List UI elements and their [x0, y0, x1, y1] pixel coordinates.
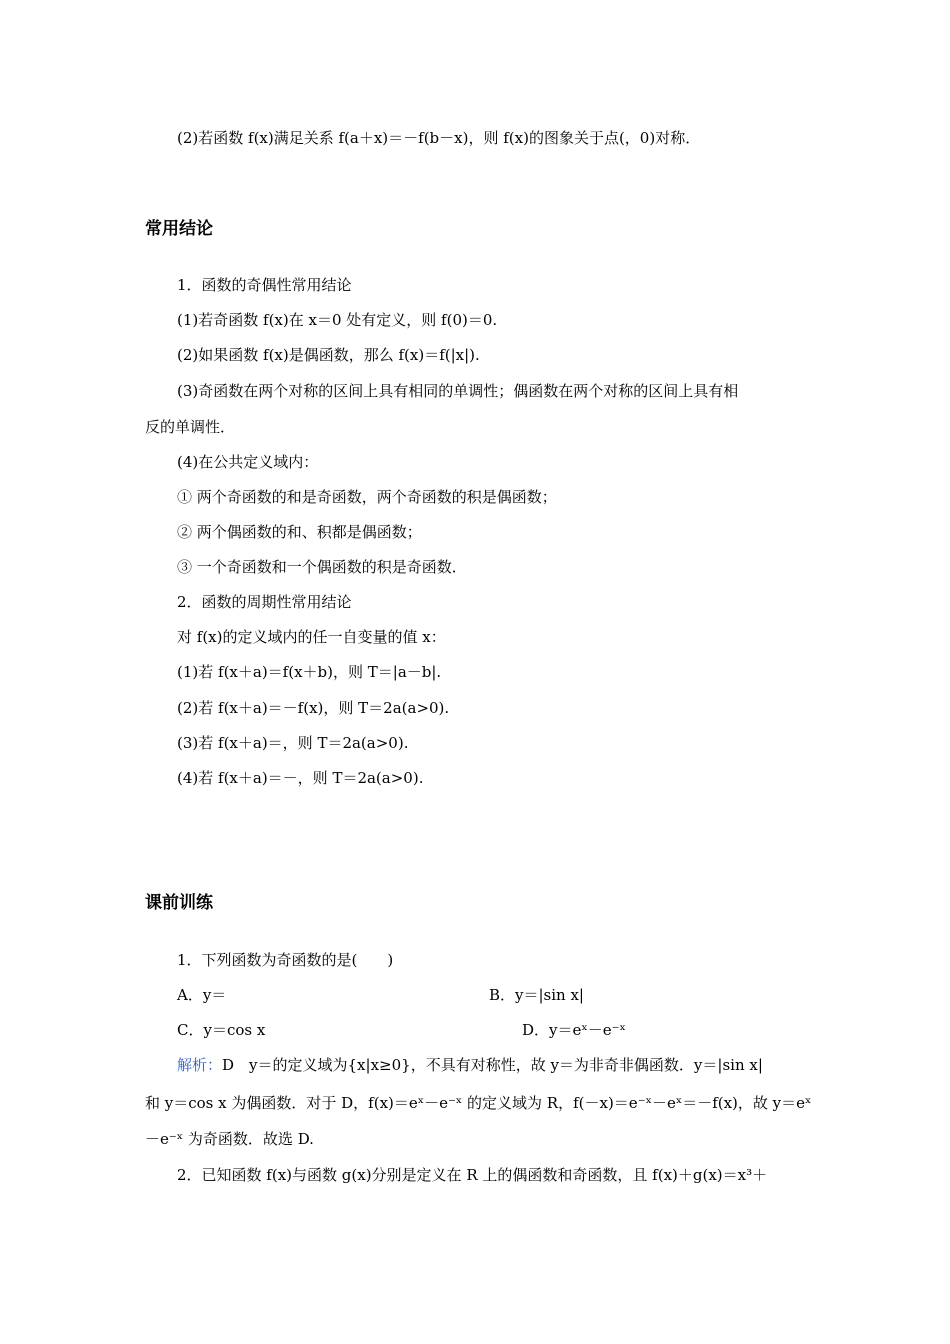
conclusion-item: 对 f(x)的定义域内的任一自变量的值 x： — [177, 628, 446, 646]
option-a: A．y＝ — [177, 986, 227, 1004]
conclusion-item: (4)在公共定义域内： — [177, 453, 319, 471]
question-1-options-row-2 — [177, 1020, 626, 1040]
question-1-options-row-1 — [177, 985, 584, 1005]
conclusion-subitem: ③ 一个奇函数和一个偶函数的积是奇函数． — [177, 558, 467, 576]
conclusion-item: (2)如果函数 f(x)是偶函数，那么 f(x)＝f(|x|). — [177, 346, 480, 364]
conclusion-item: (4)若 f(x＋a)＝－，则 T＝2a(a>0). — [177, 769, 424, 787]
analysis-line-1 — [177, 1055, 763, 1075]
conclusion-subitem: ② 两个偶函数的和、积都是偶函数； — [177, 523, 422, 541]
question-1-stem: 1．下列函数为奇函数的是( ) — [177, 951, 394, 969]
analysis-text: D y＝的定义域为{x|x≥0}，不具有对称性，故 y＝为非奇非偶函数．y＝|sin x| — [222, 1056, 763, 1074]
option-c: C．y＝cos x — [177, 1021, 266, 1039]
conclusion-period-title: 2．函数的周期性常用结论 — [177, 593, 352, 611]
analysis-line-3: －e⁻ˣ 为奇函数．故选 D. — [145, 1130, 314, 1148]
conclusion-parity-title: 1．函数的奇偶性常用结论 — [177, 276, 352, 294]
conclusion-item: (1)若奇函数 f(x)在 x＝0 处有定义，则 f(0)＝0. — [177, 311, 498, 329]
symmetry-point-line: (2)若函数 f(x)满足关系 f(a＋x)＝－f(b－x)，则 f(x)的图象关于点(，0)对称． — [177, 129, 701, 147]
conclusion-item-continued: 反的单调性． — [145, 418, 236, 436]
conclusion-subitem: ① 两个奇函数的和是奇函数，两个奇函数的积是偶函数； — [177, 488, 557, 506]
section-heading-pre-class-training: 课前训练 — [145, 893, 213, 913]
section-heading-conclusions: 常用结论 — [145, 219, 213, 239]
conclusion-item: (3)奇函数在两个对称的区间上具有相同的单调性；偶函数在两个对称的区间上具有相 — [177, 382, 739, 400]
analysis-line-2: 和 y＝cos x 为偶函数．对于 D，f(x)＝eˣ－e⁻ˣ 的定义域为 R，f(－x)＝e⁻ˣ－eˣ＝－f(x)，故 y＝eˣ — [145, 1094, 812, 1112]
conclusion-item: (2)若 f(x＋a)＝－f(x)，则 T＝2a(a>0). — [177, 699, 450, 717]
conclusion-item: (1)若 f(x＋a)＝f(x＋b)，则 T＝|a－b|. — [177, 663, 442, 681]
option-d: D．y＝eˣ－e⁻ˣ — [522, 1021, 626, 1039]
conclusion-item: (3)若 f(x＋a)＝，则 T＝2a(a>0). — [177, 734, 409, 752]
option-b: B．y＝|sin x| — [489, 986, 584, 1004]
question-2-stem: 2．已知函数 f(x)与函数 g(x)分别是定义在 R 上的偶函数和奇函数，且 f(x)＋g(x)＝x³＋ — [177, 1166, 768, 1184]
analysis-label: 解析： — [177, 1056, 223, 1074]
